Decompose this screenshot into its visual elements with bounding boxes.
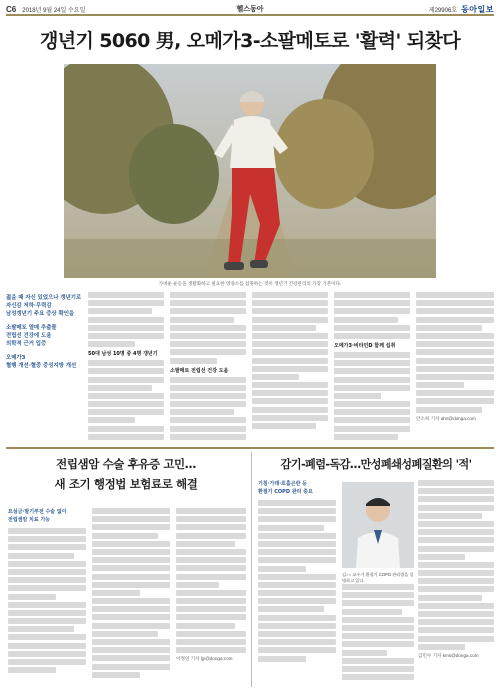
page-number: C6 (6, 4, 17, 14)
section-divider (6, 447, 494, 449)
article-column (258, 500, 336, 688)
article-subhead: 요실금·발기부전 수술 없이 (8, 509, 67, 515)
article-column (88, 292, 164, 442)
photo-caption: 가벼운 운동을 생활화하고 필요한 영양소를 섭취하는 것이 갱년기 건강관리의 가장 기본이다. (158, 281, 342, 286)
column-divider (251, 452, 252, 687)
article-column (416, 292, 494, 442)
issue-number: 제29906호 (428, 7, 458, 14)
pull-quotes (6, 294, 81, 384)
article-subhead: 기침·가래·호흡곤란 등 환절기 COPD 관리 중요 (258, 481, 313, 495)
article-byline: 김민수 기자 kms@donga.com (418, 652, 479, 658)
article-byline: 이정연 기자 ljy@donga.com (176, 656, 233, 662)
article-subhead: 전립샘암 치료 가능 (8, 517, 51, 523)
issue-date: 2018년 9월 24일 수요일 (22, 7, 86, 14)
pull-quote: 오메가3 혈행 개선·혈중 중성지방 개선 (6, 355, 77, 369)
bottom-left-headline: 전립샘암 수술 후유증 고민… 새 조기 행정법 보험료로 해결 (54, 457, 198, 491)
article-column (8, 508, 86, 688)
header-right (429, 4, 494, 15)
article-subhead: 소팔메토 전립선 건강 도움 (170, 367, 229, 374)
pull-quote: 젊을 때 자신 있었으나 갱년기로 자신감 저하·무력감 남성갱년기 주요 증상 확인을 (6, 295, 81, 317)
article-subhead: 오메가3·비타민D 함께 섭취 (334, 342, 396, 349)
lead-photo (64, 64, 436, 278)
newspaper-logo: 동아일보 (461, 4, 494, 14)
article-column (170, 292, 246, 442)
article-column (252, 292, 328, 442)
article-subhead: 50대 남성 10명 중 4명 갱년기 (88, 351, 158, 358)
doctor-photo (342, 482, 414, 568)
bottom-right-headline: 감기-폐렴-독감…만성폐쇄성폐질환의 '적' (280, 458, 472, 471)
page-header (6, 4, 494, 16)
article-column (176, 508, 246, 688)
photo-caption: 김○○ 교수가 환절기 COPD 관리법을 설명하고 있다. (342, 572, 414, 583)
article-column (92, 508, 170, 688)
article-byline: 안소희 기자 ahn@donga.com (416, 415, 476, 421)
article-column (342, 572, 414, 688)
pull-quote: 소팔메토 열매 추출물 전립선 건강에 도움 의학적 근거 입증 (6, 325, 57, 347)
section-title: 헬스동아 (236, 6, 264, 13)
article-column (334, 292, 410, 442)
article-column (418, 480, 494, 688)
main-headline: 갱년기 5060 男, 오메가3-소팔메토로 '활력' 되찾다 (40, 30, 460, 52)
